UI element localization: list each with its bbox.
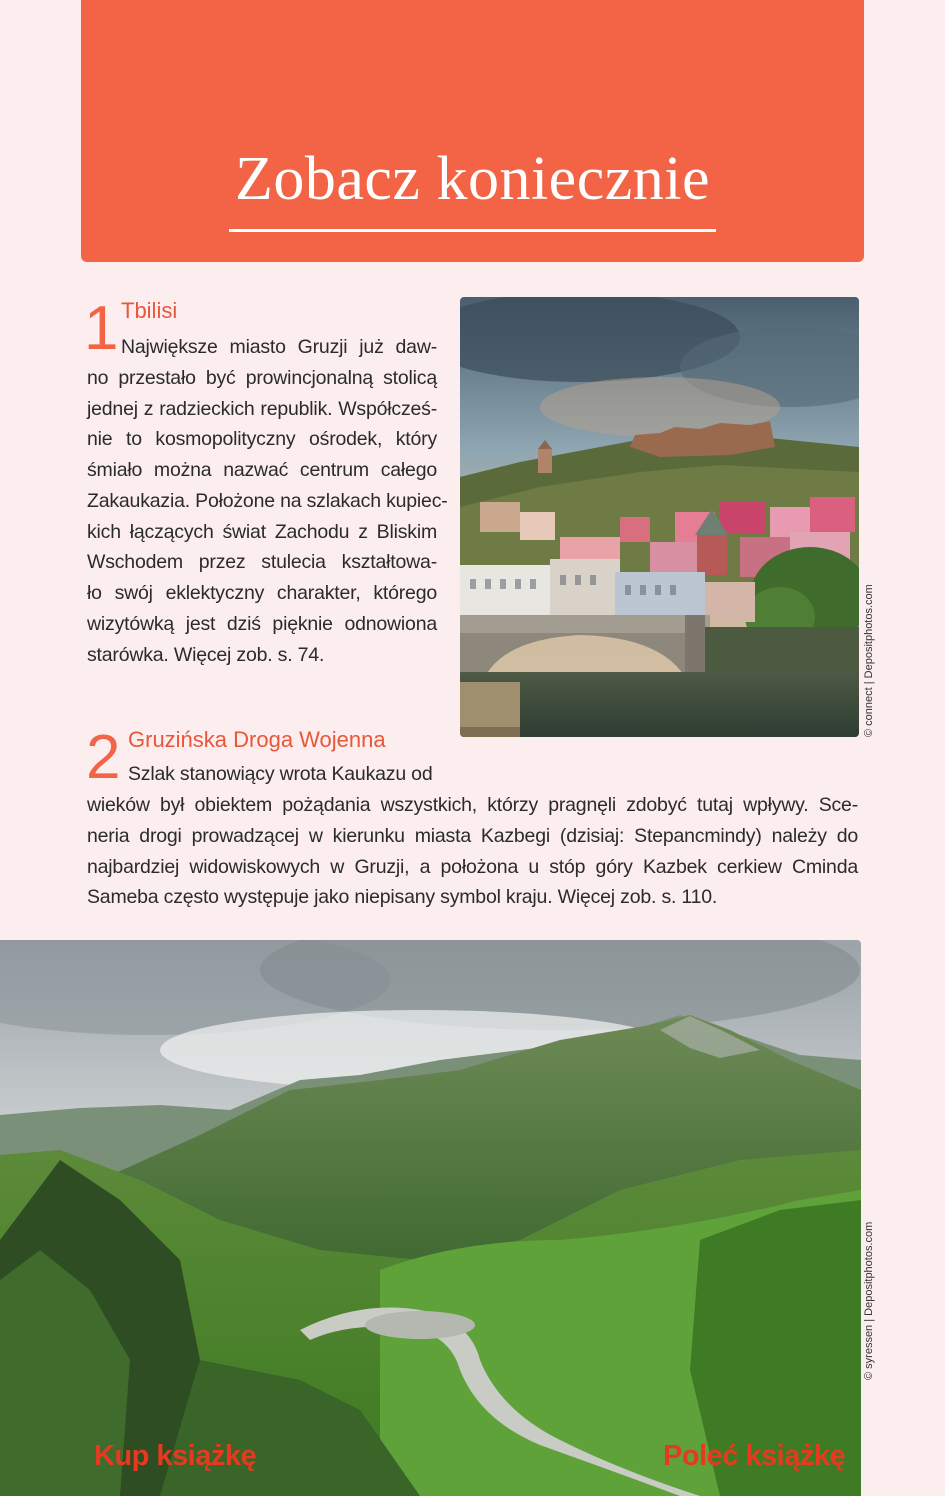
text-line: kich łączących świat Zachodu z Bliskim <box>87 521 437 543</box>
text-line: no przestało być prowincjonalną stolicą <box>87 367 437 389</box>
text-line: wizytówką jest dziś pięknie odnowiona <box>87 613 437 635</box>
text-line: jednej z radzieckich republik. Współcześ- <box>87 398 437 420</box>
text-line: nie to kosmopolityczny ośrodek, który <box>87 428 437 450</box>
photo-credit: © connect | Depositphotos.com <box>863 584 875 737</box>
item-number: 1 <box>84 294 119 363</box>
page-title: Zobacz koniecznie <box>235 145 710 213</box>
text-line: Sameba często występuje jako niepisany symbol kraju. Więcej zob. s. 110. <box>87 886 718 908</box>
tbilisi-photo <box>460 297 859 737</box>
text-line: Szlak stanowiący wrota Kaukazu od <box>128 763 433 785</box>
text-line: wieków był obiektem pożądania wszystkich, którzy pragnęli zdobyć tutaj wpływy. Sce- <box>87 794 858 816</box>
text-line: śmiało można nazwać centrum całego <box>87 459 437 481</box>
photo-credit: © syressen | Depositphotos.com <box>863 1221 875 1380</box>
text-line: neria drogi prowadzącej w kierunku miasta Kazbegi (dzisiaj: Stepancmindy) należy do <box>87 825 858 847</box>
item-title: Gruzińska Droga Wojenna <box>128 727 386 752</box>
recommend-book-button[interactable]: Poleć książkę <box>663 1440 846 1472</box>
item-number: 2 <box>86 723 121 792</box>
text-line: starówka. Więcej zob. s. 74. <box>87 644 325 666</box>
text-line: Wschodem przez stulecia kształtowa- <box>87 551 437 573</box>
text-line: najbardziej widowiskowych w Gruzji, a położona u stóp góry Kazbek cerkiew Cminda <box>87 856 858 878</box>
item-title: Tbilisi <box>121 298 178 323</box>
mountains-photo <box>0 940 861 1496</box>
text-line: Największe miasto Gruzji już daw- <box>121 336 437 358</box>
buy-book-button[interactable]: Kup książkę <box>94 1440 257 1472</box>
text-line: ło swój eklektyczny charakter, którego <box>87 582 437 604</box>
title-underline <box>229 229 716 232</box>
section-header <box>81 0 864 262</box>
text-line: Zakaukazia. Położone na szlakach kupiec- <box>87 490 448 512</box>
